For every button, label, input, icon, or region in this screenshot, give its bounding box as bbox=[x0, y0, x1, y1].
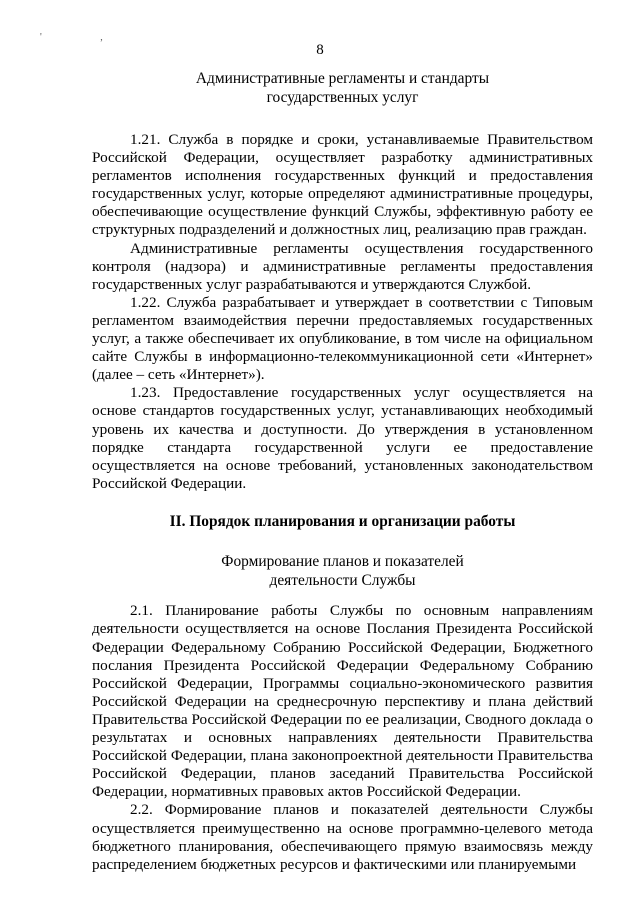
document-body bbox=[92, 70, 593, 874]
subsection-title-line-2: деятельности Службы bbox=[269, 571, 416, 589]
section-title bbox=[92, 70, 593, 107]
page-number: 8 bbox=[316, 42, 324, 58]
part-heading: II. Порядок планирования и организации работы bbox=[169, 512, 516, 530]
section-title-line-2: государственных услуг bbox=[266, 88, 419, 106]
paragraph-2-1: 2.1. Планирование работы Службы по основным направлениям деятельности осуществляется на основе Послания Президента Российской Федерации Федеральному Собранию Российской Федерации, Бюджетного послания Президента Российской Федерации Федеральному Собранию Российской Федерации, Программы социально-экономического развития Российской Федерации на среднесрочную перспективу и плана действий Правительства Российской Федерации по ее реализации, Сводного доклада о результатах и основных направлениях деятельности Правительства Российской Федерации, плана законопроектной деятельности Правительства Российской Федерации, планов заседаний Правительства Российской Федерации, нормативных правовых актов Российской Федерации. bbox=[92, 602, 593, 801]
scan-marks: ' , bbox=[40, 32, 131, 43]
paragraph-2-2: 2.2. Формирование планов и показателей деятельности Службы осуществляется преимущественно на основе программно-целевого метода бюджетного планирования, обеспечивающего прямую взаимосвязь между распределением бюджетных ресурсов и фактическими или планируемыми bbox=[92, 801, 593, 873]
paragraph-1-22: 1.22. Служба разрабатывает и утверждает в соответствии с Типовым регламентом взаимодействия перечни предоставляемых государственных услуг, а также обеспечивает их опубликование, в том числе на официальном сайте Службы в информационно-телекоммуникационной сети «Интернет» (далее – сеть «Интернет»). bbox=[92, 293, 593, 384]
paragraph-1-21: 1.21. Служба в порядке и сроки, устанавливаемые Правительством Российской Федерации, осуществляет разработку административных регламентов исполнения государственных функций и предоставления государственных услуг, которые определяют административные процедуры, обеспечивающие осуществление функций Службы, эффективную работу ее структурных подразделений и должностных лиц, реализацию прав граждан. bbox=[92, 131, 593, 239]
paragraph-regulations: Административные регламенты осуществления государственного контроля (надзора) и административные регламенты предоставления государственных услуг разрабатываются и утверждаются Службой. bbox=[92, 239, 593, 293]
paragraph-1-23: 1.23. Предоставление государственных услуг осуществляется на основе стандартов государственных услуг, устанавливающих необходимый уровень их качества и доступности. До утверждения в установленном порядке стандарта государственной услуги ее предоставление осуществляется на основе требований, установленных законодательством Российской Федерации. bbox=[92, 384, 593, 492]
subsection-title bbox=[92, 553, 593, 590]
section-title-line-1: Административные регламенты и стандарты bbox=[195, 70, 490, 87]
subsection-title-line-1: Формирование планов и показателей bbox=[221, 553, 464, 571]
